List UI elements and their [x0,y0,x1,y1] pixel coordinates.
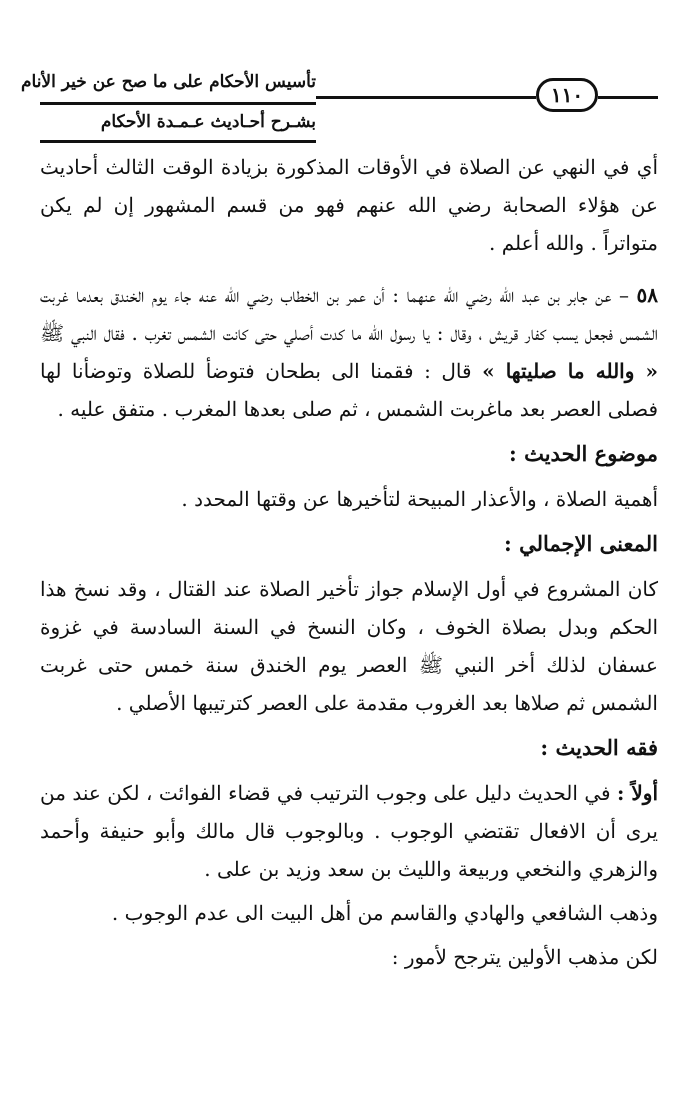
intro-paragraph: أي في النهي عن الصلاة في الأوقات المذكورة بزيادة الوقت الثالث أحاديث عن هؤلاء الصحابة رضي الله عنهم فهو من قسم المشهور إن لم يكن متواتراً . والله أعلم . [40,155,658,255]
book-title: تأسيس الأحكام على ما صح عن خير الأنام [20,72,316,92]
hadith-quote: « والله ما صليتها » [482,359,658,383]
fiqh-first-paragraph [40,774,658,888]
fiqh-first-text: في الحديث دليل على وجوب الترتيب في قضاء الفوائت ، لكن عند من يرى أن الافعال تقتضي الوجوب . وبالوجوب قال مالك وأبو حنيفة وأحمد والزهري والنخعي وربيعة والليث بن سعد وزيد بن على . [40,781,658,881]
hadith-text-part2: قال : فقمنا الى بطحان فتوضأ للصلاة وتوضأنا لها فصلى العصر بعد ماغربت الشمس ، ثم صلى بعدها المغرب . متفق عليه . [40,359,658,421]
fiqh-second-paragraph: وذهب الشافعي والهادي والقاسم من أهل البيت الى عدم الوجوب . [111,901,658,925]
topic-heading: موضوع الحديث : [509,441,658,466]
header-rule-right [598,96,658,99]
topic-paragraph: أهمية الصلاة ، والأعذار المبيحة لتأخيرها عن وقتها المحدد . [181,487,658,511]
fiqh-third-paragraph: لكن مذهب الأولين يترجح لأمور : [391,945,658,969]
header-rule-middle [316,96,536,99]
hadith-number: ٥٨ [636,283,659,307]
page-header [0,0,698,150]
meaning-heading: المعنى الإجمالي : [504,531,658,556]
fiqh-first-label: أولاً : [616,781,658,805]
hadith-text-part1: – عن جابر بن عبد الله رضي الله عنهما : أن عمر بن الخطاب رضي الله عنه جاء يوم الخندق بعدما غربت الشمس فجعل يسب كفار قريش ، وقال : يا رسول الله ما كدت أصلي حتى كانت الشمس تغرب . فقال النبي ﷺ [40,283,658,345]
hadith-paragraph [40,276,658,428]
page-body [40,148,658,982]
book-subtitle: بشـرح أحـاديث عـمـدة الأحكام [100,112,316,132]
header-rule-left [40,140,316,143]
header-rule-subtitle [40,102,316,105]
meaning-paragraph: كان المشروع في أول الإسلام جواز تأخير الصلاة عند القتال ، وقد نسخ هذا الحكم وبدل بصلاة الخوف ، وكان النسخ في السنة السادسة في غزوة عسفان لذلك أخر النبي ﷺ العصر يوم الخندق سنة خمس حتى غربت الشمس ثم صلاها بعد الغروب مقدمة على العصر كترتيبها الأصلي . [40,577,658,715]
fiqh-heading: فقه الحديث : [540,735,658,760]
page-number: ١١٠ [536,78,598,112]
spacer [40,268,658,276]
